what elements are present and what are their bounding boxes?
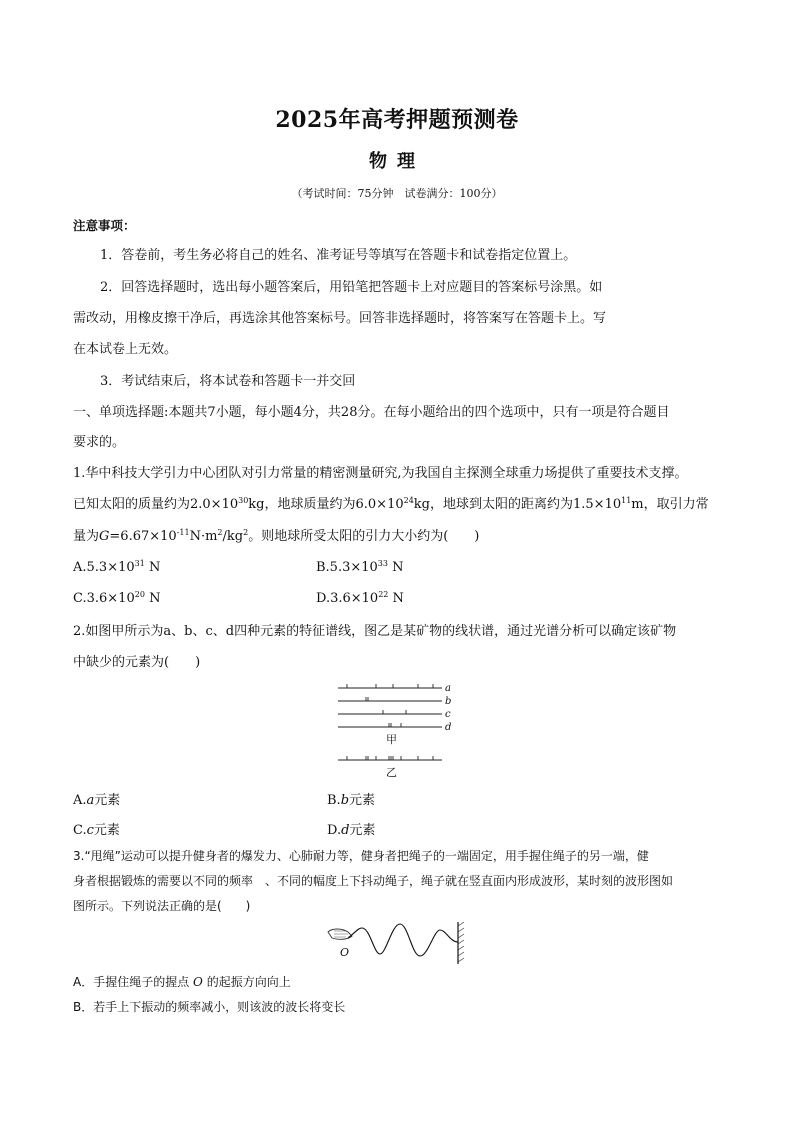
notice-item-2-line-3: 在本试卷上无效。: [73, 342, 178, 357]
exam-timing: （考试时间：75分钟 试卷满分：100分）: [291, 187, 503, 200]
section-1-heading: 一、单项选择题:本题共7小题，每小题4分，共28分。在每小题给出的四个选项中，只有一项是符合题目: [73, 405, 670, 420]
q1-option-b[interactable]: $B.5.3\times 10^{33}$ N: [316, 559, 404, 575]
q3-stem-line-3: 图所示。下列说法正确的是( ): [73, 899, 251, 913]
notice-item-2-line-2: 需改动，用橡皮擦干净后，再选涂其他答案标号。回答非选择题时，将答案写在答题卡上。写: [73, 311, 607, 326]
q1-stem-line-1: 1.华中科技大学引力中心团队对引力常量的精密测量研究,为我国自主探测全球重力场提供了重要技术支撑。: [73, 466, 688, 481]
rope-wave-figure: [322, 920, 472, 966]
q2-stem-line-1: 2.如图甲所示为a、b、c、d四种元素的特征谱线，图乙是某矿物的线状谱，通过光谱分析可以确定该矿物: [73, 624, 677, 639]
q3-option-b[interactable]: B．若手上下振动的频率减小，则该波的波长将变长: [73, 1000, 346, 1014]
exam-title: 2025年高考押题预测卷: [275, 107, 519, 133]
q2-option-a[interactable]: A.a元素: [73, 793, 121, 808]
spectrum-label-c: c: [445, 709, 451, 720]
q1-option-c[interactable]: $C.3.6\times 10^{20}$ N: [73, 590, 161, 606]
spectrum-label-b: b: [445, 696, 452, 707]
q1-stem-line-2: 已知太阳的质量约为$2.0\times 10^{30}kg$，地球质量约为$6.0\times 10^{24}kg$，地球到太阳的距离约为$1.5\times 10^{11}m$，取引力常: [73, 496, 709, 512]
q3-stem-line-2: 身者根据锻炼的需要以不同的频率 、不同的幅度上下抖动绳子，绳子就在竖直面内形成波形，某时刻的波形图如: [73, 874, 674, 888]
notice-heading: 注意事项：: [73, 218, 136, 233]
q3-stem-line-1: 3.“甩绳”运动可以提升健身者的爆发力、心肺耐力等，健身者把绳子的一端固定，用手握住绳子的另一端，健: [73, 849, 649, 863]
notice-item-2-line-1: 2．回答选择题时，选出每小题答案后，用铅笔把答题卡上对应题目的答案标号涂黑。如: [100, 280, 603, 295]
q2-option-c[interactable]: C.c元素: [73, 823, 120, 838]
spectrum-label-d: d: [445, 722, 452, 733]
point-o-label: O: [340, 946, 350, 959]
q2-option-b[interactable]: B.b元素: [327, 793, 376, 808]
spectrum-caption-yi: 乙: [386, 766, 397, 779]
q3-option-a[interactable]: A．手握住绳子的握点 O 的起振方向向上: [73, 975, 291, 989]
notice-item-3: 3．考试结束后，将本试卷和答题卡一并交回: [100, 374, 356, 389]
subject-title: 物理: [369, 151, 425, 172]
q2-stem-line-2: 中缺少的元素为( ): [73, 655, 201, 670]
q1-option-d[interactable]: $D.3.6\times 10^{22}$ N: [316, 590, 404, 606]
spectrum-figure: [330, 678, 460, 780]
spectrum-caption-jia: 甲: [386, 733, 397, 746]
section-1-heading-cont: 要求的。: [73, 435, 126, 450]
q2-option-d[interactable]: D.d元素: [327, 823, 376, 838]
notice-item-1: 1．答卷前，考生务必将自己的姓名、准考证号等填写在答题卡和试卷指定位置上。: [100, 248, 577, 263]
q1-option-a[interactable]: $A.5.3\times 10^{31}$ N: [73, 559, 161, 575]
q1-stem-line-3: 量为$G=6.67\times 10^{-11}N\cdot m^2/kg^2$。则地球所受太阳的引力大小约为( ): [73, 528, 480, 544]
spectrum-label-a: a: [445, 683, 451, 694]
rope-wave: [348, 924, 458, 956]
